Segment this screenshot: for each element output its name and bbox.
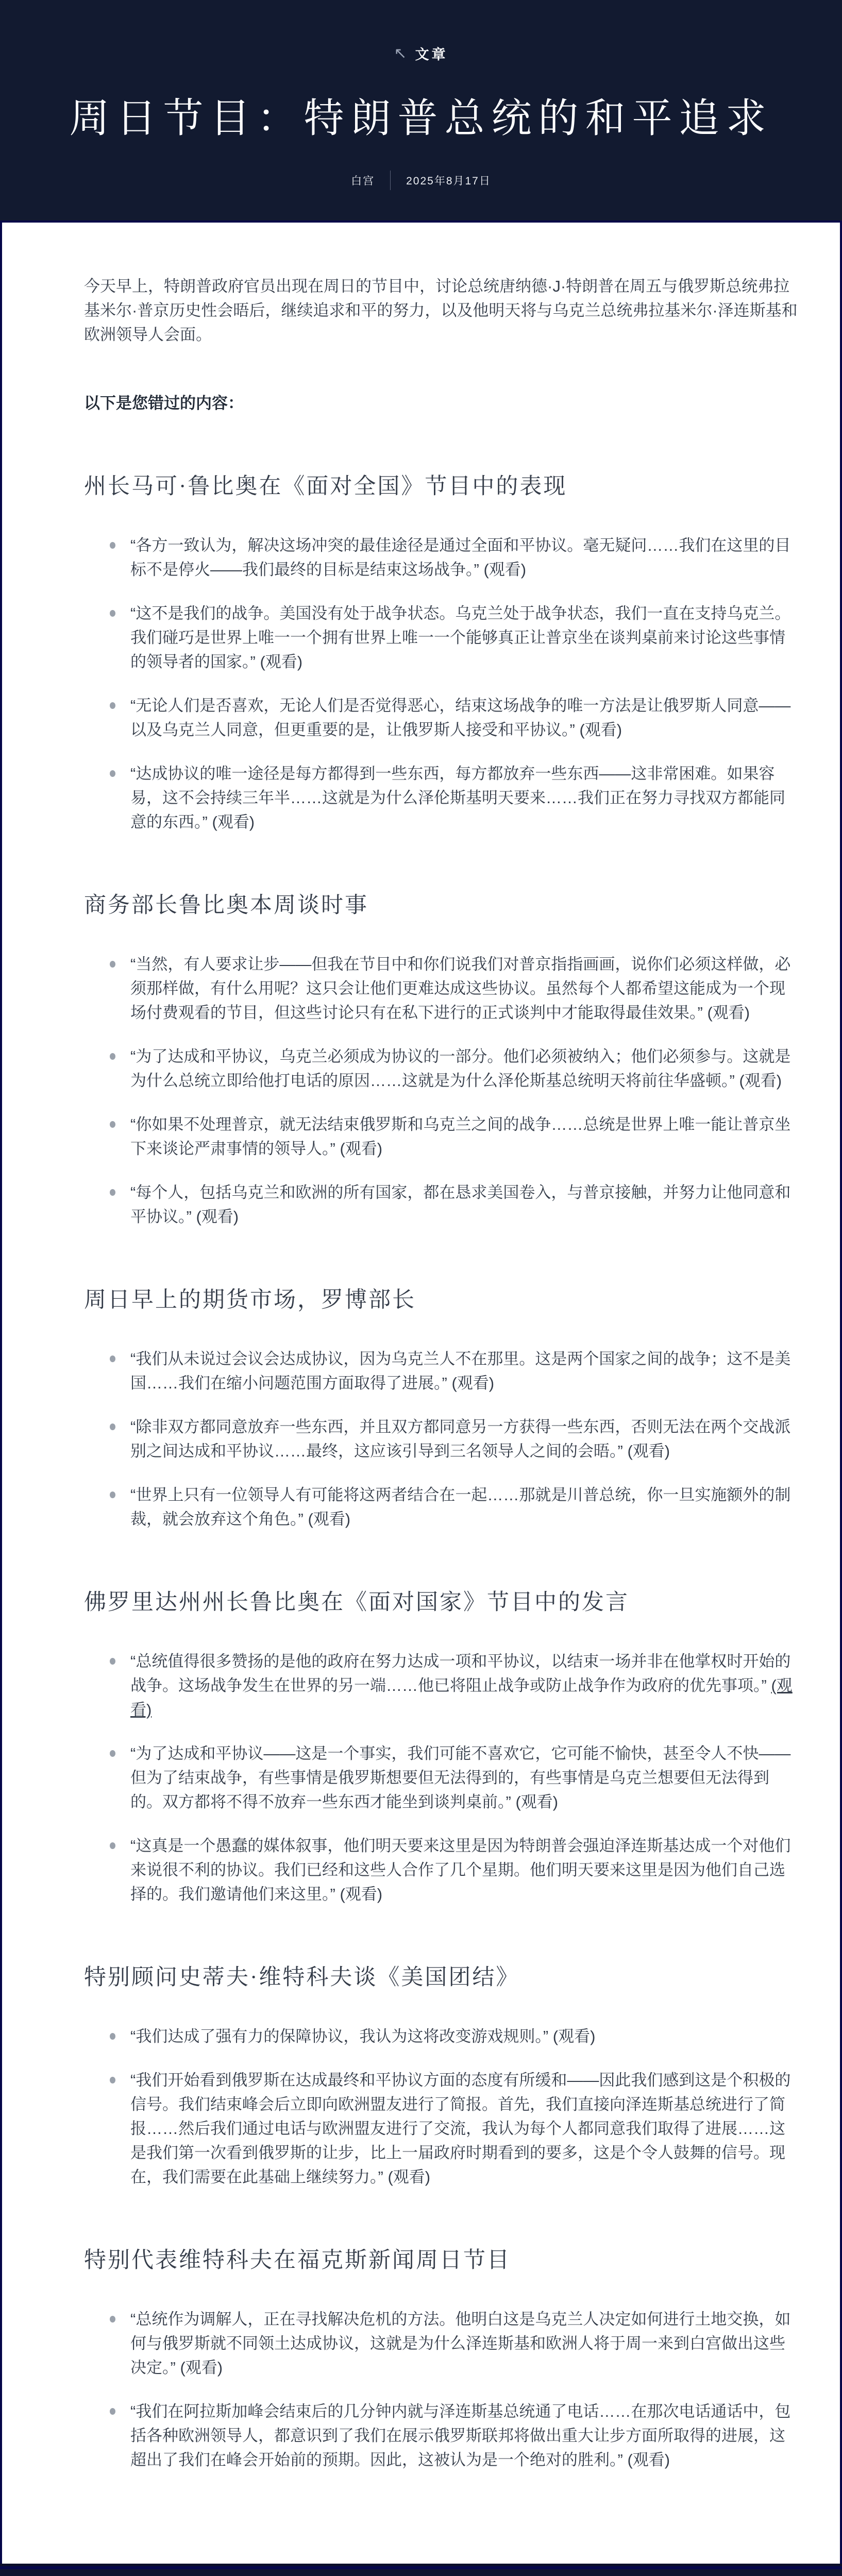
meta-divider: [390, 171, 391, 190]
bullet-dot-icon: [110, 1842, 115, 1849]
article-meta: [0, 171, 842, 190]
quote-text: “除非双方都同意放弃一些东西，并且双方都同意另一方获得一些东西，否则无法在两个交战派别之间达成和平协议……最终，这应该引导到三名领导人之间的会晤。”: [130, 1418, 791, 1460]
article-hero: [0, 0, 842, 221]
quote-text: “为了达成和平协议，乌克兰必须成为协议的一部分。他们必须被纳入；他们必须参与。这就是为什么总统立即给他打电话的原因……这就是为什么泽伦斯基总统明天将前往华盛顿。”: [130, 1047, 791, 1090]
sections: [84, 469, 800, 2472]
watch-link[interactable]: (观看): [739, 1072, 782, 1090]
quote-text: “总统作为调解人，正在寻找解决危机的方法。他明白这是乌克兰人决定如何进行土地交换，如何与俄罗斯就不同领土达成协议，这就是为什么泽连斯基和欧洲人将于周一来到白宫做出这些决定。”: [130, 2310, 791, 2377]
watch-link[interactable]: (观看): [340, 1140, 383, 1158]
article-section: [84, 1960, 800, 2189]
quote-item: [110, 761, 800, 834]
article-section: [84, 888, 800, 1229]
quote-text: “你如果不处理普京，就无法结束俄罗斯和乌克兰之间的战争……总统是世界上唯一能让普京坐下来谈论严肃事情的领导人。”: [130, 1115, 791, 1158]
quote-list: [84, 1347, 800, 1531]
quote-item: [110, 1415, 800, 1463]
quote-text: “这不是我们的战争。美国没有处于战争状态。乌克兰处于战争状态，我们一直在支持乌克兰。我们碰巧是世界上唯一一个拥有世界上唯一一个能够真正让普京坐在谈判桌前来讨论这些事情的领导者的国家。”: [130, 604, 791, 671]
bullet-dot-icon: [110, 1492, 115, 1498]
quote-item: [110, 1112, 800, 1161]
quote-item: [110, 1649, 800, 1722]
watch-link[interactable]: (观看): [196, 1208, 239, 1226]
quote-text: “总统值得很多赞扬的是他的政府在努力达成一项和平协议，以结束一场并非在他掌权时开始的战争。这场战争发生在世界的另一端……他已将阻止战争或防止战争作为政府的优先事项。”: [130, 1652, 791, 1694]
section-heading: 特别顾问史蒂夫·维特科夫谈《美国团结》: [84, 1965, 520, 1990]
quote-item: [110, 2024, 800, 2048]
article-intro: 今天早上，特朗普政府官员出现在周日的节目中，讨论总统唐纳德·J·特朗普在周五与俄罗斯总统弗拉基米尔·普京历史性会晤后，继续追求和平的努力，以及他明天将与乌克兰总统弗拉基米尔·泽连斯基和欧洲领导人会面。: [84, 277, 798, 344]
bullet-dot-icon: [110, 2408, 115, 2415]
quote-item: [110, 601, 800, 674]
quote-item: [110, 1044, 800, 1093]
bullet-dot-icon: [110, 1750, 115, 1757]
quote-item: [110, 2068, 800, 2189]
back-arrow-icon: ↖: [394, 45, 407, 62]
quote-text: “这真是一个愚蠢的媒体叙事，他们明天要来这里是因为特朗普会强迫泽连斯基达成一个对他们来说很不利的协议。我们已经和这些人合作了几个星期。他们明天要来这里是因为他们自己选择的。我们邀请他们来这里。”: [130, 1837, 791, 1903]
article-date: 2025年8月17日: [406, 175, 491, 187]
quote-item: [110, 1834, 800, 1906]
quote-item: [110, 2399, 800, 2472]
article-lead: 以下是您错过的内容：: [84, 394, 244, 412]
quote-text: “达成协议的唯一途径是每方都得到一些东西，每方都放弃一些东西——这非常困难。如果容易，这不会持续三年半……这就是为什么泽伦斯基明天要来……我们正在努力寻找双方都能同意的东西。”: [130, 765, 785, 831]
watch-link[interactable]: (观看): [552, 2027, 596, 2045]
quote-text: “我们从未说过会议会达成协议，因为乌克兰人不在那里。这是两个国家之间的战争；这不是美国……我们在缩小问题范围方面取得了进展。”: [130, 1350, 791, 1392]
watch-link[interactable]: (观看): [515, 1793, 559, 1811]
watch-link[interactable]: (观看): [260, 653, 303, 671]
section-heading: 商务部长鲁比奥本周谈时事: [84, 893, 368, 918]
bullet-dot-icon: [110, 770, 115, 777]
quote-item: [110, 1347, 800, 1395]
kicker-label: 文章: [415, 47, 448, 62]
article-card: [2, 223, 840, 2564]
bullet-dot-icon: [110, 1053, 115, 1060]
quote-text: “我们开始看到俄罗斯在达成最终和平协议方面的态度有所缓和——因此我们感到这是个积极的信号。我们结束峰会后立即向欧洲盟友进行了简报。首先，我们直接向泽连斯基总统进行了简报……然后我们通过电话与欧洲盟友进行了交流，我认为每个人都同意我们取得了进展……这是我们第一次看到俄罗斯的让步，比上一届政府时期看到的要多，这是个令人鼓舞的信号。现在，我们需要在此基础上继续努力。”: [130, 2071, 791, 2186]
quote-list: [84, 2024, 800, 2189]
quote-item: [110, 1741, 800, 1814]
section-heading: 周日早上的期货市场，罗博部长: [84, 1288, 416, 1312]
bullet-dot-icon: [110, 961, 115, 968]
quote-item: [110, 693, 800, 742]
article-section: [84, 469, 800, 834]
watch-link[interactable]: (观看): [707, 1004, 750, 1022]
bullet-dot-icon: [110, 2033, 115, 2040]
quote-item: [110, 1483, 800, 1531]
quote-text: “我们在阿拉斯加峰会结束后的几分钟内就与泽连斯基总统通了电话……在那次电话通话中，包括各种欧洲领导人，都意识到了我们在展示俄罗斯联邦将做出重大让步方面所取得的进展，这超出了我们在峰会开始前的预期。因此，这被认为是一个绝对的胜利。”: [130, 2402, 791, 2469]
page-title: 周日节目：特朗普总统的和平追求: [69, 96, 773, 141]
quote-list: [84, 1649, 800, 1906]
quote-list: [84, 533, 800, 834]
bullet-dot-icon: [110, 610, 115, 617]
card-bottom-shadow: [0, 2564, 842, 2566]
section-heading: 特别代表维特科夫在福克斯新闻周日节目: [84, 2248, 511, 2273]
article-section: [84, 2243, 800, 2472]
quote-text: “各方一致认为，解决这场冲突的最佳途径是通过全面和平协议。毫无疑问……我们在这里的目标不是停火——我们最终的目标是结束这场战争。”: [130, 536, 791, 579]
article-category-link[interactable]: [394, 43, 448, 63]
bullet-dot-icon: [110, 1189, 115, 1196]
watch-link[interactable]: (观看): [130, 1676, 793, 1719]
quote-text: “我们达成了强有力的保障协议，我认为这将改变游戏规则。”: [130, 2027, 553, 2045]
quote-list: [84, 952, 800, 1229]
watch-link[interactable]: (观看): [340, 1885, 383, 1903]
watch-link[interactable]: (观看): [483, 561, 527, 579]
quote-text: “无论人们是否喜欢，无论人们是否觉得恶心，结束这场战争的唯一方法是让俄罗斯人同意——以及乌克兰人同意，但更重要的是，让俄罗斯人接受和平协议。”: [130, 697, 791, 739]
watch-link[interactable]: (观看): [627, 1442, 670, 1460]
quote-item: [110, 952, 800, 1025]
bullet-dot-icon: [110, 542, 115, 549]
section-heading: 州长马可·鲁比奥在《面对全国》节目中的表现: [84, 474, 567, 499]
quote-item: [110, 533, 800, 582]
article-section: [84, 1585, 800, 1906]
watch-link[interactable]: (观看): [180, 2359, 223, 2377]
quote-text: “当然，有人要求让步——但我在节目中和你们说我们对普京指指画画，说你们必须这样做，必须那样做，有什么用呢？这只会让他们更难达成这些协议。虽然每个人都希望这能成为一个现场付费观看的节目，但这些讨论只有在私下进行的正式谈判中才能取得最佳效果。”: [130, 955, 791, 1022]
watch-link[interactable]: (观看): [388, 2168, 431, 2186]
bullet-dot-icon: [110, 1423, 115, 1430]
quote-item: [110, 2307, 800, 2380]
quote-text: “世界上只有一位领导人有可能将这两者结合在一起……那就是川普总统，你一旦实施额外的制裁，就会放弃这个角色。”: [130, 1486, 791, 1528]
bullet-dot-icon: [110, 2077, 115, 2083]
quote-text: “每个人，包括乌克兰和欧洲的所有国家，都在恳求美国卷入，与普京接触，并努力让他同意和平协议。”: [130, 1183, 791, 1226]
bullet-dot-icon: [110, 1355, 115, 1362]
article-source: 白宫: [351, 175, 375, 187]
section-heading: 佛罗里达州州长鲁比奥在《面对国家》节目中的发言: [84, 1590, 629, 1615]
quote-text: “为了达成和平协议——这是一个事实，我们可能不喜欢它，它可能不愉快，甚至令人不快——但为了结束战争，有些事情是俄罗斯想要但无法得到的，有些事情是乌克兰想要但无法得到的。双方都将不得不放弃一些东西才能坐到谈判桌前。”: [130, 1744, 791, 1811]
watch-link[interactable]: (观看): [308, 1510, 351, 1528]
bullet-dot-icon: [110, 1121, 115, 1128]
bullet-dot-icon: [110, 1658, 115, 1665]
page-footer: [0, 2569, 842, 2576]
watch-link[interactable]: (观看): [212, 813, 255, 831]
bullet-dot-icon: [110, 2316, 115, 2323]
watch-link[interactable]: (观看): [579, 721, 622, 739]
bullet-dot-icon: [110, 702, 115, 709]
watch-link[interactable]: (观看): [627, 2451, 670, 2469]
quote-list: [84, 2307, 800, 2472]
quote-item: [110, 1180, 800, 1229]
watch-link[interactable]: (观看): [451, 1374, 495, 1392]
article-section: [84, 1282, 800, 1531]
